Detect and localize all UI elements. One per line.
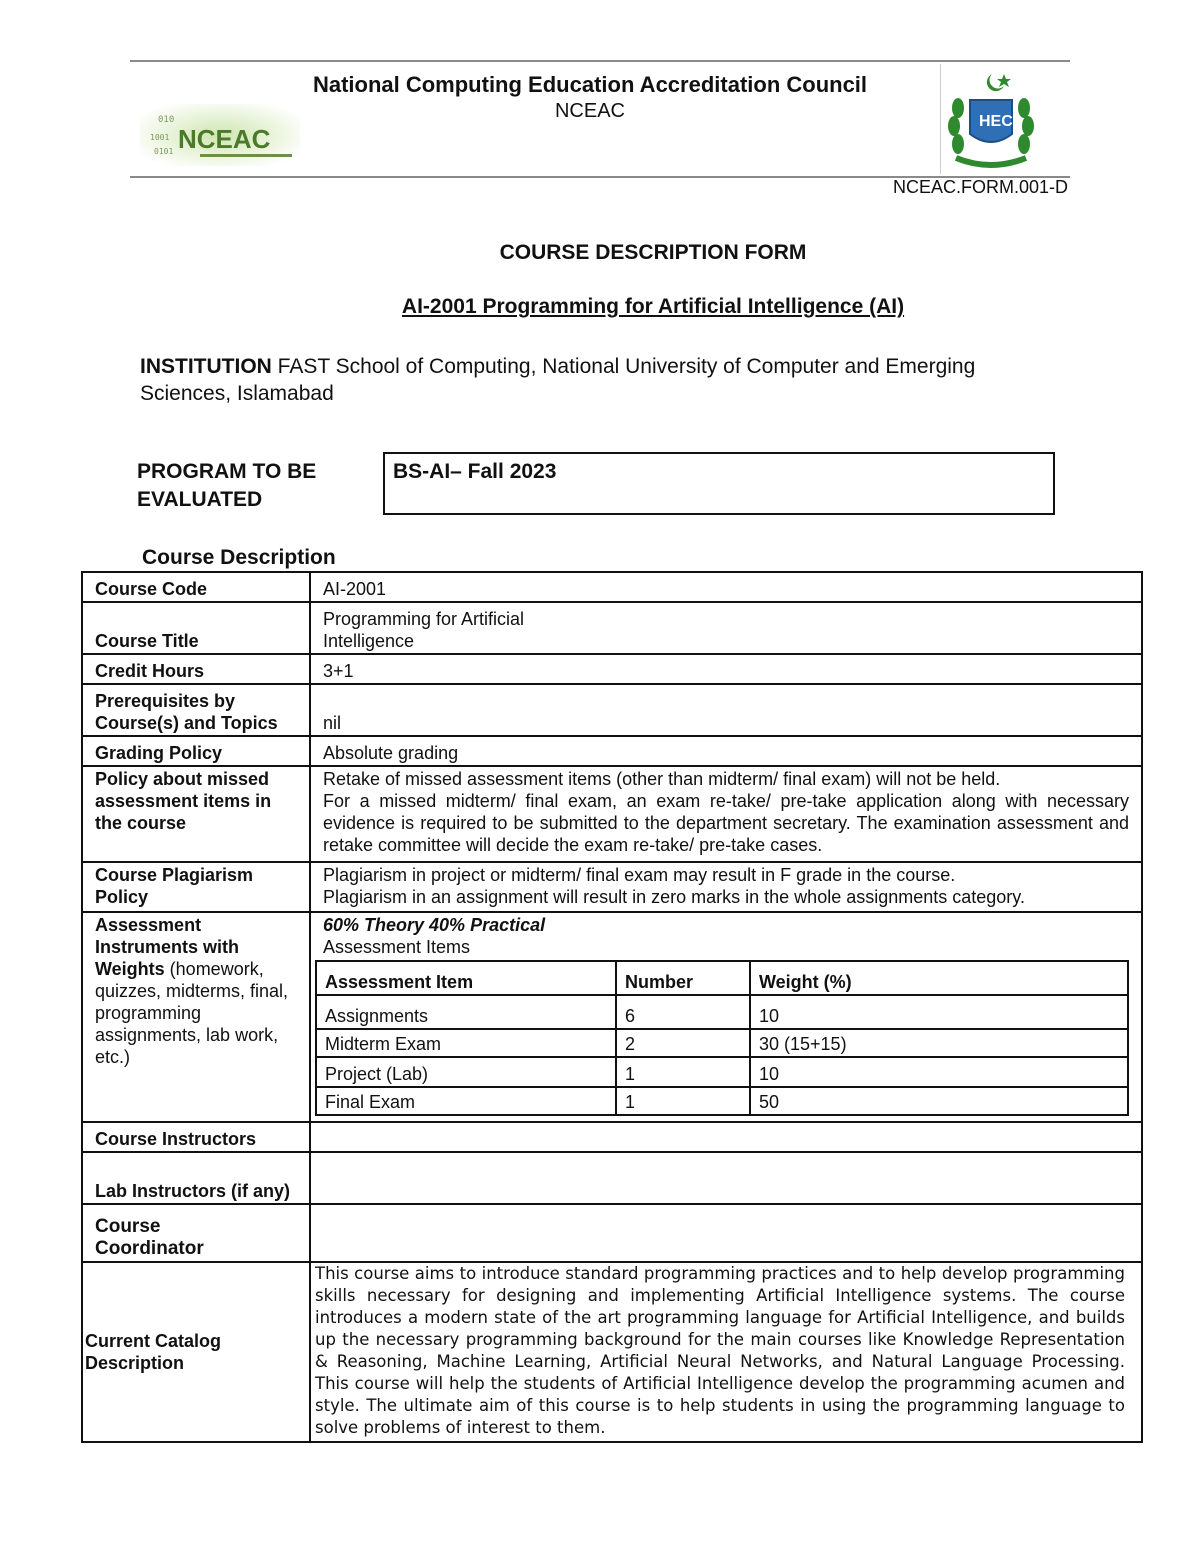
row-prerequisites	[82, 684, 1142, 736]
credit-hours-label: Credit Hours	[82, 654, 310, 684]
institution-line	[140, 353, 1040, 407]
course-heading: AI-2001 Programming for Artificial Intelligence (AI)	[401, 295, 905, 318]
assessment-item-weight: 10	[750, 1057, 1128, 1087]
row-grading-policy	[82, 736, 1142, 766]
svg-text:HEC: HEC	[979, 113, 1013, 130]
program-label: PROGRAM TO BE EVALUATED	[137, 460, 317, 511]
row-credit-hours	[82, 654, 1142, 684]
course-code-value: AI-2001	[310, 572, 1142, 602]
assessment-label	[82, 912, 310, 1122]
missed-policy-label: Policy about missed assessment items in the course	[82, 766, 310, 862]
institution-label: INSTITUTION	[140, 355, 272, 378]
program-box	[383, 452, 1055, 515]
assessment-item-weight: 10	[750, 995, 1128, 1029]
council-abbr: NCEAC	[554, 100, 625, 122]
svg-text:0101: 0101	[154, 147, 174, 156]
svg-text:010: 010	[158, 115, 175, 125]
plagiarism-line2: Plagiarism in an assignment will result in zero marks in the whole assignments category.	[323, 887, 1025, 907]
form-number: NCEAC.FORM.001-D	[892, 177, 1068, 197]
assessment-item-number: 1	[616, 1087, 750, 1115]
row-missed-policy	[82, 766, 1142, 862]
catalog-label	[82, 1262, 310, 1442]
course-description-table	[81, 571, 1143, 1443]
grading-policy-label: Grading Policy	[82, 736, 310, 766]
assessment-items-table	[315, 960, 1129, 1116]
course-title-text: Programming for Artificial Intelligence	[323, 609, 525, 651]
program-value: BS-AI– Fall 2023	[393, 460, 557, 483]
form-title: COURSE DESCRIPTION FORM	[499, 241, 807, 264]
catalog-label-text: Current Catalog Description	[85, 1331, 222, 1373]
section-title: Course Description	[142, 546, 336, 569]
row-course-title	[82, 602, 1142, 654]
assessment-item-number: 6	[616, 995, 750, 1029]
missed-policy-line2: For a missed midterm/ final exam, an exam re-take/ pre-take application along with necessary evidence is required to be submitted to the department secretary. The examination assessment and retake committee will decide the exam re-take/ pre-take cases.	[323, 791, 1129, 855]
course-title-value	[310, 602, 1142, 654]
assessment-item-number: 2	[616, 1029, 750, 1057]
assessment-item-weight: 50	[750, 1087, 1128, 1115]
assessment-label-rest: (homework, quizzes, midterms, final, programming assignments, lab work, etc.)	[95, 959, 289, 1067]
assessment-item-name: Final Exam	[316, 1087, 616, 1115]
row-course-instructors	[82, 1122, 1142, 1152]
col-assessment-item: Assessment Item	[316, 961, 616, 995]
catalog-value: This course aims to introduce standard programming practices and to help develop programming skills necessary for designing and implementing Artificial Intelligence systems. The course introduces a modern state of the art programming language for Artificial Intelligence, and builds up the necessary programming background for the main courses like Knowledge Representation & Reasoning, Machine Learning, Artificial Neural Networks, and Natural Language Processing. This course will help the students of Artificial Intelligence develop the programming acumen and style. The ultimate aim of this course is to help students in using the programming language to solve problems of interest to them.	[310, 1262, 1142, 1442]
row-course-coordinator	[82, 1204, 1142, 1262]
institution-value: FAST School of Computing, National University of Computer and Emerging Sciences, Islamabad	[140, 355, 976, 405]
assessment-item-number: 1	[616, 1057, 750, 1087]
plagiarism-line1: Plagiarism in project or midterm/ final exam may result in F grade in the course.	[323, 865, 956, 885]
grading-policy-value: Absolute grading	[310, 736, 1142, 766]
assessment-items-subtitle: Assessment Items	[323, 937, 471, 957]
course-coordinator-label	[82, 1204, 310, 1262]
assessment-header-row	[316, 961, 1128, 995]
course-instructors-label: Course Instructors	[82, 1122, 310, 1152]
plagiarism-label: Course Plagiarism Policy	[82, 862, 310, 912]
lab-instructors-value	[310, 1152, 1142, 1204]
missed-policy-line1: Retake of missed assessment items (other than midterm/ final exam) will not be held.	[323, 769, 1001, 789]
hec-emblem	[942, 68, 1040, 172]
row-course-code	[82, 572, 1142, 602]
table-row	[316, 1029, 1128, 1057]
table-row	[316, 1087, 1128, 1115]
col-number: Number	[616, 961, 750, 995]
row-lab-instructors	[82, 1152, 1142, 1204]
assessment-item-weight: 30 (15+15)	[750, 1029, 1128, 1057]
course-instructors-value	[310, 1122, 1142, 1152]
course-coordinator-text: Course Coordinator	[95, 1216, 204, 1259]
theory-practical-ratio: 60% Theory 40% Practical	[323, 915, 546, 935]
assessment-label-bold: Assessment Instruments with Weights	[95, 915, 240, 979]
col-weight: Weight (%)	[750, 961, 1128, 995]
council-name: National Computing Education Accreditation Council	[312, 72, 868, 97]
svg-text:NCEAC: NCEAC	[178, 124, 271, 154]
row-plagiarism	[82, 862, 1142, 912]
header-top-rule	[130, 60, 1070, 62]
prerequisites-value: nil	[310, 684, 1142, 736]
svg-text:1001: 1001	[150, 133, 170, 142]
prerequisites-label: Prerequisites by Course(s) and Topics	[82, 684, 310, 736]
logo-divider	[940, 64, 941, 174]
table-row	[316, 995, 1128, 1029]
credit-hours-value: 3+1	[310, 654, 1142, 684]
assessment-item-name: Midterm Exam	[316, 1029, 616, 1057]
plagiarism-value	[310, 862, 1142, 912]
row-catalog-description	[82, 1262, 1142, 1442]
course-title-label: Course Title	[82, 602, 310, 654]
row-assessment	[82, 912, 1142, 1122]
course-code-label: Course Code	[82, 572, 310, 602]
assessment-value	[310, 912, 1142, 1122]
assessment-item-name: Assignments	[316, 995, 616, 1029]
missed-policy-value	[310, 766, 1142, 862]
table-row	[316, 1057, 1128, 1087]
lab-instructors-label: Lab Instructors (if any)	[82, 1152, 310, 1204]
assessment-item-name: Project (Lab)	[316, 1057, 616, 1087]
course-coordinator-value	[310, 1204, 1142, 1262]
